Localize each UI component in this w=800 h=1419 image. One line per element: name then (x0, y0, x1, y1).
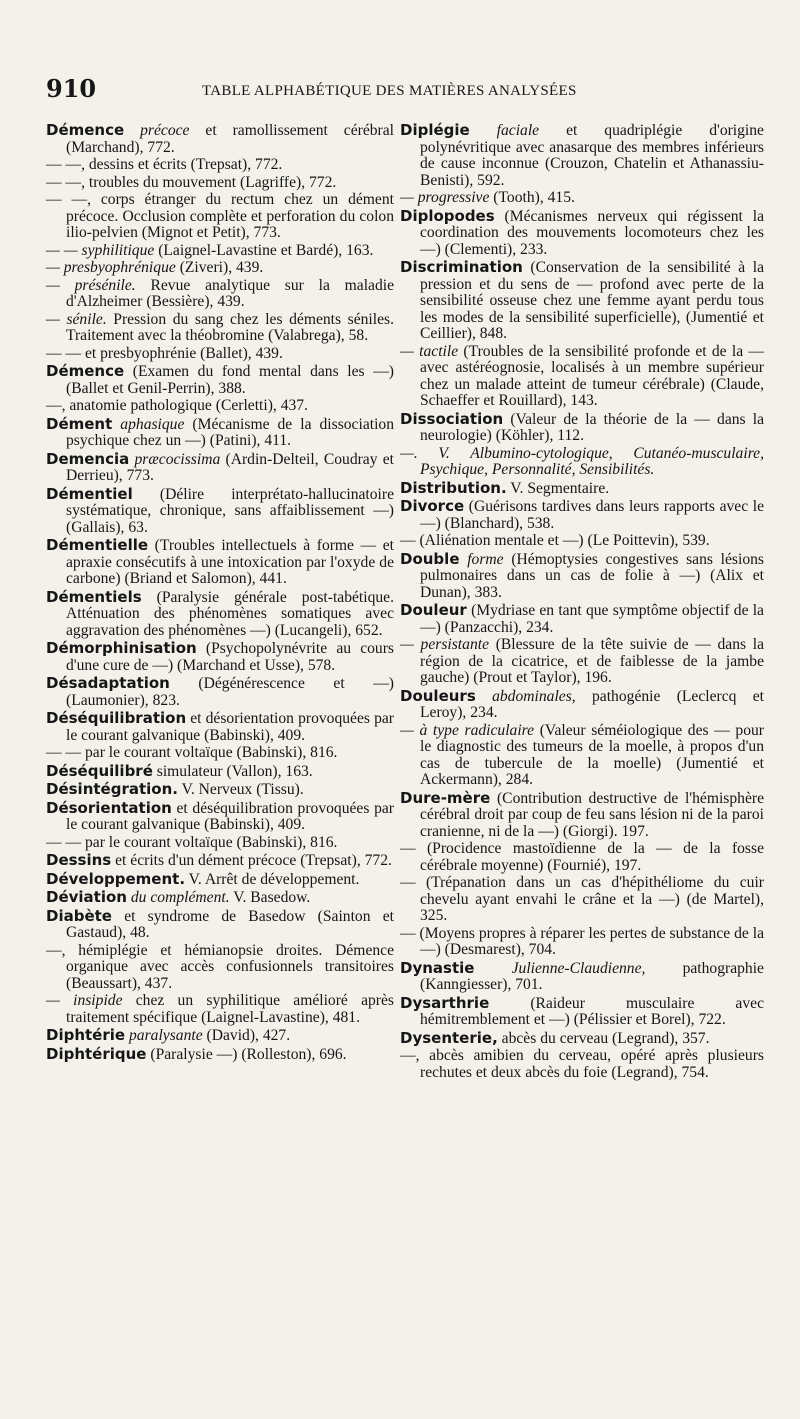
index-entry (400, 723, 764, 789)
entry-subheading: Julienne-Claudienne, (511, 959, 646, 977)
index-entry (46, 157, 394, 174)
entry-text: (Paralysie générale post-tabétique. Atténuation des phénomènes somatiques avec aggravation des phénomènes —) (Lucangeli), 652. (66, 588, 394, 639)
running-title: TABLE ALPHABÉTIQUE DES MATIÈRES ANALYSÉES (202, 83, 577, 99)
index-entry (400, 446, 764, 479)
entry-text: —, anatomie pathologique (Cerletti), 437. (46, 397, 308, 414)
index-entry (46, 363, 394, 397)
index-entry (46, 908, 394, 942)
entry-headword: Dissociation (400, 409, 504, 428)
index-entry (46, 416, 394, 450)
index-entry (46, 312, 394, 345)
entry-text: (Conservation de la sensibilité à la pression et du sens de — profond avec perte de la sensibilité osseuse chez une femme ayant perdu tous les modes de la sensibilité superficielle), (Jumentié et Ceillier), 848. (420, 259, 764, 342)
index-entry (46, 278, 394, 311)
index-entry (46, 346, 394, 363)
index-entry (46, 1027, 394, 1045)
index-entry (46, 260, 394, 277)
entry-text: (Contribution destructive de l'hémisphère cérébral droit par coup de feu sans lésion ni de la paroi cranienne, ni de la —) (Giorgi). 197. (420, 789, 764, 840)
entry-text: (Ardin-Delteil, Coudray et Derrieu), 773. (66, 450, 394, 484)
index-entry (46, 486, 394, 537)
entry-text: chez un syphilitique amélioré après traitement spécifique (Laignel-Lavastine), 481. (66, 992, 394, 1026)
index-entry (46, 175, 394, 192)
entry-subheading: — sénile. (46, 310, 107, 328)
entry-text: et ramollissement cérébral (Marchand), 772. (66, 122, 394, 156)
entry-subheading: — tactile (400, 342, 459, 360)
entry-text: (Délire interprétato-hallucinatoire systématique, chronique, sans affaiblissement —) (Gallais), 63. (66, 485, 394, 536)
entry-text: —, abcès amibien du cerveau, opéré après plusieurs rechutes et deux abcès du foie (Legrand), 754. (400, 1047, 764, 1081)
entry-text: (Mécanismes nerveux qui régissent la coordination des mouvements locomoteurs chez les —) (Clementi), 233. (420, 207, 764, 258)
entry-text: (Examen du fond mental dans les —) (Ballet et Genil-Perrin), 388. (66, 363, 394, 397)
index-entry (46, 675, 394, 709)
entry-text: et déséquilibration provoquées par le courant galvanique (Babinski), 409. (66, 799, 394, 833)
entry-subheading: abdominales, (492, 687, 576, 705)
entry-subheading: — insipide (46, 992, 123, 1009)
index-entry (46, 398, 394, 415)
entry-subheading: — presbyophrénique (46, 259, 176, 276)
entry-headword: Diphtérique (46, 1044, 147, 1063)
entry-text: — — et presbyophrénie (Ballet), 439. (46, 344, 283, 362)
entry-text: et désorientation provoquées par le courant galvanique (Babinski), 409. (66, 710, 394, 744)
index-entry (46, 192, 394, 242)
entry-subheading: — persistante (400, 636, 489, 653)
entry-text: (Valeur séméiologique des — pour le diagnostic des tumeurs de la moelle, à propos d'un cas de tubercule de la moelle) (Jumentié et Ackermann), 284. (420, 721, 764, 788)
entry-headword: Demencia (46, 449, 130, 468)
entry-text: Pression du sang chez les déments séniles. Traitement avec la théobromine (Valabrega), 58. (66, 310, 394, 344)
index-entry (400, 926, 764, 959)
entry-headword: Double (400, 549, 460, 568)
index-entry (400, 960, 764, 994)
entry-subheading: præcocissima (134, 450, 221, 468)
entry-text: — — par le courant voltaïque (Babinski), 816. (46, 744, 338, 761)
index-entry (46, 1046, 394, 1064)
entry-text: (Ziveri), 439. (179, 259, 264, 276)
entry-text: (Mydriase en tant que symptôme objectif de la —) (Panzacchi), 234. (420, 602, 764, 636)
index-entry (400, 480, 764, 498)
entry-headword: Douleurs (400, 686, 476, 705)
index-entry (400, 1030, 764, 1048)
index-entry (400, 790, 764, 841)
index-entry (400, 190, 764, 207)
entry-subheading: précoce (140, 122, 190, 139)
entry-headword: Dysenterie, (400, 1028, 498, 1047)
index-entry (46, 710, 394, 744)
entry-text: et quadriplégie d'origine polynévritique avec anasarque des membres inférieurs de cause inconnue (Crouzon, Chatelin et Athanassiu-Benisti), 592. (420, 122, 764, 189)
entry-text: pathogénie (Leclercq et Leroy), 234. (420, 687, 764, 721)
entry-text: (Blessure de la tête suivie de — dans la région de la cicatrice, et de faiblesse de la jambe gauche) (Prout et Taylor), 196. (420, 636, 765, 686)
entry-text: (Paralysie —) (Rolleston), 696. (150, 1045, 347, 1063)
index-entry (400, 841, 764, 874)
entry-headword: Dysarthrie (400, 993, 490, 1012)
entry-subheading: du complément. (130, 889, 230, 906)
entry-subheading: — — syphilitique (46, 241, 155, 259)
entry-text: (Troubles intellectuels à forme — et apraxie consécutifs à une intoxication par l'oxyde de carbone) (Briand et Salomon), 441. (66, 537, 394, 587)
entry-headword: Désorientation (46, 798, 172, 817)
index-entry (46, 781, 394, 799)
entry-subheading: forme (467, 550, 504, 568)
entry-text: (Raideur musculaire avec hémitremblement et —) (Pélissier et Borel), 722. (420, 994, 764, 1028)
index-entry (46, 122, 394, 156)
index-entry (400, 637, 764, 687)
entry-subheading: — présénile. (46, 276, 136, 294)
entry-text: —, hémiplégie et hémianopsie droites. Démence organique avec accès confusionnels transitoires (Beaussart), 437. (46, 941, 394, 992)
entry-headword: Démentiel (46, 484, 133, 503)
index-entry (400, 259, 764, 343)
index-entry (46, 852, 394, 870)
entry-text: (Psychopolynévrite au cours d'une cure de —) (Marchand et Usse), 578. (66, 640, 394, 674)
entry-subheading: aphasique (120, 415, 185, 433)
entry-subheading: — progressive (400, 189, 490, 206)
entry-subheading: — à type radiculaire (400, 721, 535, 739)
entry-headword: Démorphinisation (46, 639, 197, 657)
entry-text: abcès du cerveau (Legrand), 357. (501, 1029, 710, 1047)
index-entry (400, 411, 764, 445)
index-entry (400, 875, 764, 925)
entry-headword: Déviation (46, 888, 127, 906)
entry-text: (Dégénérescence et —) (Laumonier), 823. (66, 675, 394, 709)
entry-subheading: —. V. Albumino-cytologique, Cutanéo-musculaire, Psychique, Personnalité, Sensibilités. (400, 444, 764, 478)
entry-headword: Désintégration. (46, 780, 178, 798)
entry-text: V. Segmentaire. (510, 479, 610, 497)
right-index-column (400, 122, 764, 1082)
index-entry (46, 589, 394, 640)
entry-headword: Diabète (46, 906, 112, 925)
entry-text: — —, dessins et écrits (Trepsat), 772. (46, 156, 283, 173)
entry-text: V. Basedow. (233, 889, 311, 906)
entry-headword: Diplégie (400, 121, 470, 139)
entry-headword: Diphtérie (46, 1026, 126, 1044)
page-header (46, 74, 766, 108)
entry-text: simulateur (Vallon), 163. (156, 762, 313, 780)
entry-headword: Diplopodes (400, 206, 495, 225)
entry-headword: Déséquilibration (46, 709, 187, 727)
entry-text: (Tooth), 415. (493, 189, 575, 206)
entry-subheading: paralysante (128, 1027, 203, 1044)
entry-headword: Dynastie (400, 958, 475, 977)
index-entry (400, 122, 764, 189)
entry-text: V. Nerveux (Tissu). (181, 781, 304, 798)
entry-text: — (Aliénation mentale et —) (Le Poittevin), 539. (400, 532, 710, 549)
entry-headword: Démentielle (46, 536, 149, 554)
index-entry (46, 640, 394, 674)
index-entry (46, 745, 394, 762)
entry-headword: Démence (46, 362, 125, 380)
entry-text: et écrits d'un dément précoce (Trepsat), 772. (115, 852, 392, 869)
index-entry (400, 551, 764, 602)
entry-headword: Développement. (46, 869, 186, 888)
entry-text: (Mécanisme de la dissociation psychique chez un —) (Patini), 411. (66, 415, 394, 449)
entry-text: — (Moyens propres à réparer les pertes de substance de la —) (Desmarest), 704. (400, 924, 764, 958)
index-entry (400, 344, 764, 410)
entry-text: (David), 427. (206, 1027, 291, 1044)
index-entry (400, 602, 764, 636)
entry-headword: Discrimination (400, 258, 523, 276)
index-entry (46, 537, 394, 588)
entry-text: V. Arrêt de développement. (188, 870, 360, 888)
entry-headword: Divorce (400, 497, 465, 515)
index-entry (400, 208, 764, 259)
entry-text: (Guérisons tardives dans leurs rapports avec le —) (Blanchard), 538. (420, 498, 764, 532)
index-entry (400, 498, 764, 532)
entry-headword: Dément (46, 414, 113, 433)
entry-text: (Troubles de la sensibilité profonde et de la — avec astéréognosie, localisés à un membre supérieur chez un malade atteint de tumeur cérébrale) (Claude, Schaeffer et Rouillard), 143. (420, 342, 764, 409)
entry-text: — (Trépanation dans un cas d'hépithéliome du cuir chevelu ayant envahi le crâne et la —) (de Martel), 325. (400, 874, 764, 924)
entry-headword: Dure-mère (400, 788, 491, 807)
index-entry (46, 451, 394, 485)
entry-headword: Distribution. (400, 478, 507, 497)
index-entry (46, 889, 394, 907)
entry-text: pathographie (Kanngiesser), 701. (420, 959, 764, 993)
index-entry (400, 995, 764, 1029)
index-entry (46, 800, 394, 834)
entry-text: (Hémoptysies congestives sans lésions pulmonaires dans un cas de folie à —) (Alix et Dunan), 383. (420, 550, 764, 601)
entry-subheading: faciale (496, 122, 540, 139)
entry-text: — —, corps étranger du rectum chez un dément précoce. Occlusion complète et perforation du colon ilio-pelvien (Mignot et Petit), 773. (46, 191, 394, 241)
entry-headword: Dessins (46, 851, 112, 869)
entry-text: Revue analytique sur la maladie d'Alzheimer (Bessière), 439. (66, 276, 395, 310)
entry-text: (Valeur de la théorie de la — dans la neurologie) (Köhler), 112. (420, 410, 764, 444)
index-entry (46, 243, 394, 260)
index-entry (46, 763, 394, 781)
index-entry (400, 533, 764, 550)
entry-text: — —, troubles du mouvement (Lagriffe), 772. (46, 173, 337, 191)
entry-text: — (Procidence mastoïdienne de la — de la fosse cérébrale moyenne) (Fournié), 197. (400, 840, 764, 874)
index-entry (46, 993, 394, 1026)
entry-text: — — par le courant voltaïque (Babinski), 816. (46, 833, 338, 851)
index-entry (46, 835, 394, 852)
entry-headword: Désadaptation (46, 674, 170, 692)
index-entry (46, 943, 394, 993)
entry-headword: Douleur (400, 601, 467, 619)
page-number: 910 (46, 74, 97, 103)
entry-text: (Laignel-Lavastine et Bardé), 163. (158, 241, 374, 259)
entry-headword: Déséquilibré (46, 761, 153, 780)
index-entry (400, 688, 764, 722)
entry-headword: Démentiels (46, 587, 142, 606)
left-index-column (46, 122, 394, 1064)
index-entry (400, 1048, 764, 1081)
entry-text: et syndrome de Basedow (Sainton et Gastaud), 48. (66, 907, 394, 941)
entry-headword: Démence (46, 121, 125, 139)
index-entry (46, 871, 394, 889)
